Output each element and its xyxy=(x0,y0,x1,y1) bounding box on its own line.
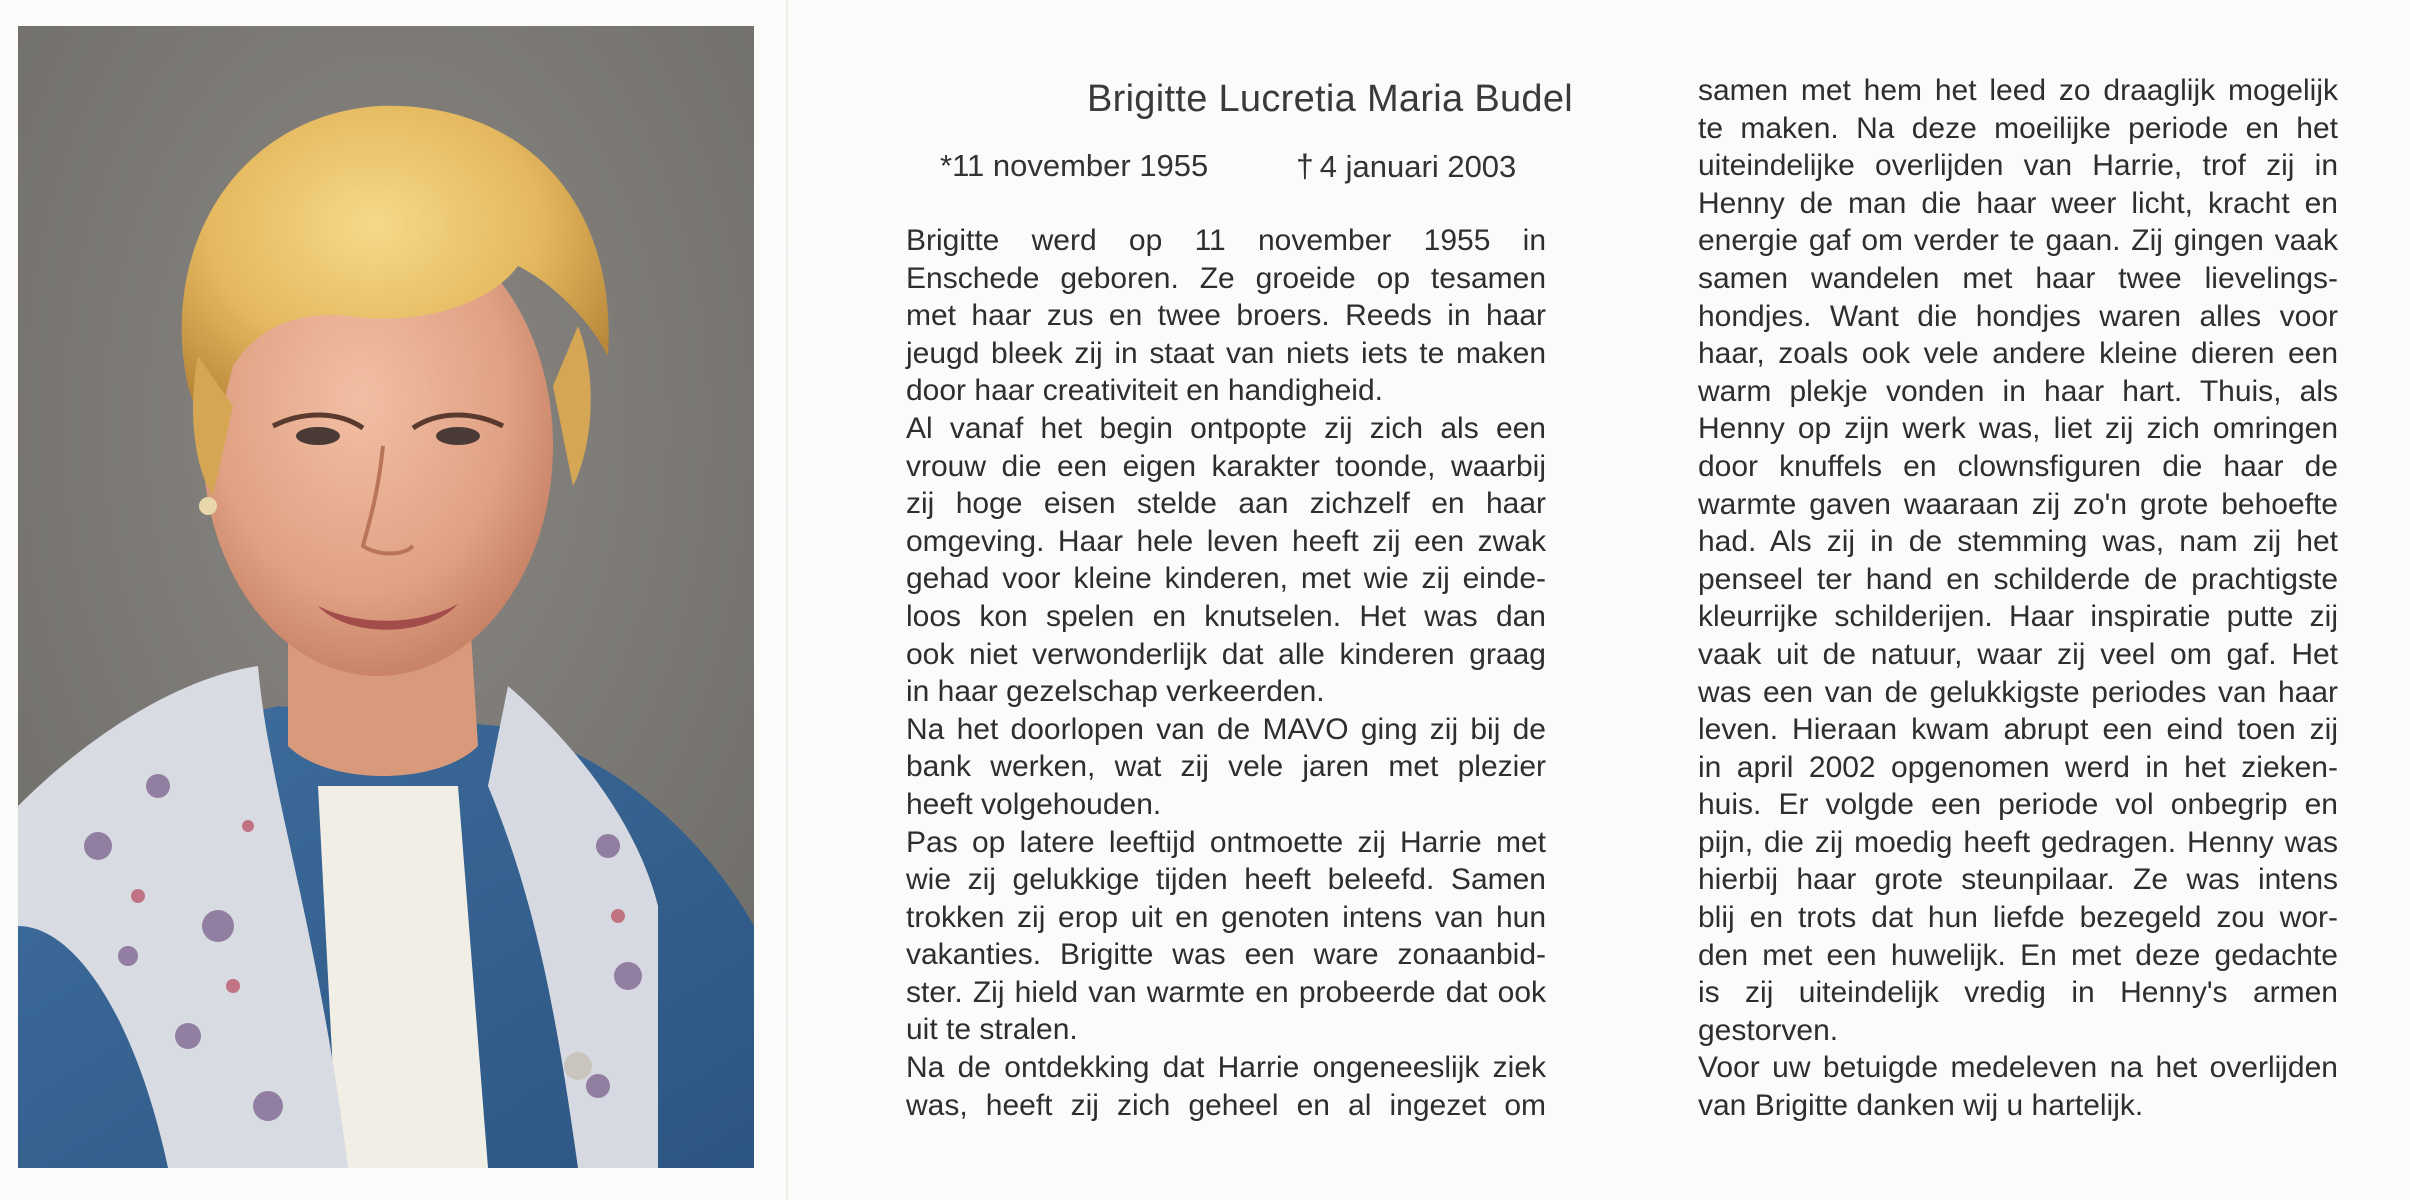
obituary-line: is zij uiteindelijk vredig in Henny's armen xyxy=(1698,976,2338,1010)
obituary-line: vrouw die een eigen karakter toonde, waarbij xyxy=(906,449,1546,483)
obituary-line: trokken zij erop uit en genoten intens van hun xyxy=(906,900,1546,934)
death-date-text: 4 januari 2003 xyxy=(1319,149,1517,184)
obituary-line: was een van de gelukkigste periodes van haar xyxy=(1698,675,2338,709)
obituary-line: bank werken, wat zij vele jaren met plezier xyxy=(906,750,1546,784)
obituary-line: haar, zoals ook vele andere kleine dieren een xyxy=(1698,337,2338,371)
obituary-line: van Brigitte danken wij u hartelijk. xyxy=(1698,1089,2144,1123)
obituary-line: in haar gezelschap verkeerden. xyxy=(906,675,1325,709)
obituary-line: was, heeft zij zich geheel en al ingezet om xyxy=(906,1088,1546,1122)
obituary-line: loos kon spelen en knutselen. Het was dan xyxy=(906,599,1546,633)
obituary-line: wie zij gelukkige tijden heeft beleefd. Samen xyxy=(906,863,1546,897)
death-date xyxy=(1296,148,1516,185)
obituary-line: Na het doorlopen van de MAVO ging zij bij de xyxy=(906,712,1546,746)
obituary-line: huis. Er volgde een periode vol onbegrip en xyxy=(1698,788,2338,822)
obituary-line: Enschede geboren. Ze groeide op tesamen xyxy=(906,261,1546,295)
obituary-line: vakanties. Brigitte was een ware zonaanbid- xyxy=(906,938,1546,972)
obituary-column-1 xyxy=(906,222,1546,1124)
cross-icon: † xyxy=(1296,148,1314,184)
obituary-line: warmte gaven waaraan zij zo'n grote behoefte xyxy=(1698,487,2338,521)
obituary-column-2 xyxy=(1698,72,2338,1125)
obituary-line: Henny de man die haar weer licht, kracht en xyxy=(1698,186,2338,220)
obituary-line: had. Als zij in de stemming was, nam zij het xyxy=(1698,525,2338,559)
obituary-line: zij hoge eisen stelde aan zichzelf en haar xyxy=(906,487,1546,521)
obituary-line: Pas op latere leeftijd ontmoette zij Harrie met xyxy=(906,825,1546,859)
obituary-line: samen wandelen met haar twee lievelings- xyxy=(1698,261,2338,295)
obituary-line: ook niet verwonderlijk dat alle kinderen graag xyxy=(906,637,1546,671)
obituary-line: in april 2002 opgenomen werd in het zieken- xyxy=(1698,750,2338,784)
obituary-line: penseel ter hand en schilderde de prachtigste xyxy=(1698,562,2338,596)
obituary-line: gehad voor kleine kinderen, met wie zij einde- xyxy=(906,562,1546,596)
obituary-line: omgeving. Haar hele leven heeft zij een zwak xyxy=(906,524,1546,558)
memorial-card-left-panel xyxy=(0,0,790,1200)
obituary-line: vaak uit de natuur, waar zij veel om gaf. Het xyxy=(1698,637,2338,671)
obituary-line: Al vanaf het begin ontpopte zij zich als een xyxy=(906,411,1546,445)
obituary-line: heeft volgehouden. xyxy=(906,787,1162,821)
birth-date: *11 november 1955 xyxy=(940,148,1209,183)
obituary-line: leven. Hieraan kwam abrupt een eind toen zij xyxy=(1698,713,2338,747)
portrait-photo xyxy=(18,26,754,1168)
obituary-line: pijn, die zij moedig heeft gedragen. Henny was xyxy=(1698,825,2338,859)
obituary-line: uit te stralen. xyxy=(906,1013,1078,1047)
obituary-line: den met een huwelijk. En met deze gedachte xyxy=(1698,938,2338,972)
obituary-line: uiteindelijke overlijden van Harrie, trof zij in xyxy=(1698,149,2338,183)
obituary-line: te maken. Na deze moeilijke periode en het xyxy=(1698,111,2338,145)
obituary-line: energie gaf om verder te gaan. Zij gingen vaak xyxy=(1698,224,2338,258)
obituary-line: blij en trots dat hun liefde bezegeld zou wor- xyxy=(1698,901,2338,935)
deceased-name: Brigitte Lucretia Maria Budel xyxy=(1086,78,1574,120)
obituary-line: door haar creativiteit en handigheid. xyxy=(906,374,1383,408)
obituary-line: hierbij haar grote steunpilaar. Ze was intens xyxy=(1698,863,2338,897)
obituary-line: Na de ontdekking dat Harrie ongeneeslijk ziek xyxy=(906,1051,1546,1085)
obituary-line: jeugd bleek zij in staat van niets iets te maken xyxy=(906,336,1546,370)
obituary-line: met haar zus en twee broers. Reeds in haar xyxy=(906,299,1546,333)
obituary-line: Voor uw betuigde medeleven na het overlijden xyxy=(1698,1051,2338,1085)
obituary-line: gestorven. xyxy=(1698,1013,1839,1047)
obituary-line: Henny op zijn werk was, liet zij zich omringen xyxy=(1698,412,2338,446)
obituary-line: door knuffels en clownsfiguren die haar de xyxy=(1698,449,2338,483)
obituary-line: kleurrijke schilderijen. Haar inspiratie putte zij xyxy=(1698,600,2338,634)
obituary-line: hondjes. Want die hondjes waren alles voor xyxy=(1698,299,2338,333)
portrait-illustration xyxy=(18,26,754,1168)
obituary-line: Brigitte werd op 11 november 1955 in xyxy=(906,224,1546,257)
obituary-line: warm plekje vonden in haar hart. Thuis, als xyxy=(1698,374,2338,408)
obituary-line: ster. Zij hield van warmte en probeerde dat ook xyxy=(906,975,1546,1009)
obituary-line: samen met hem het leed zo draaglijk mogelijk xyxy=(1698,74,2338,107)
